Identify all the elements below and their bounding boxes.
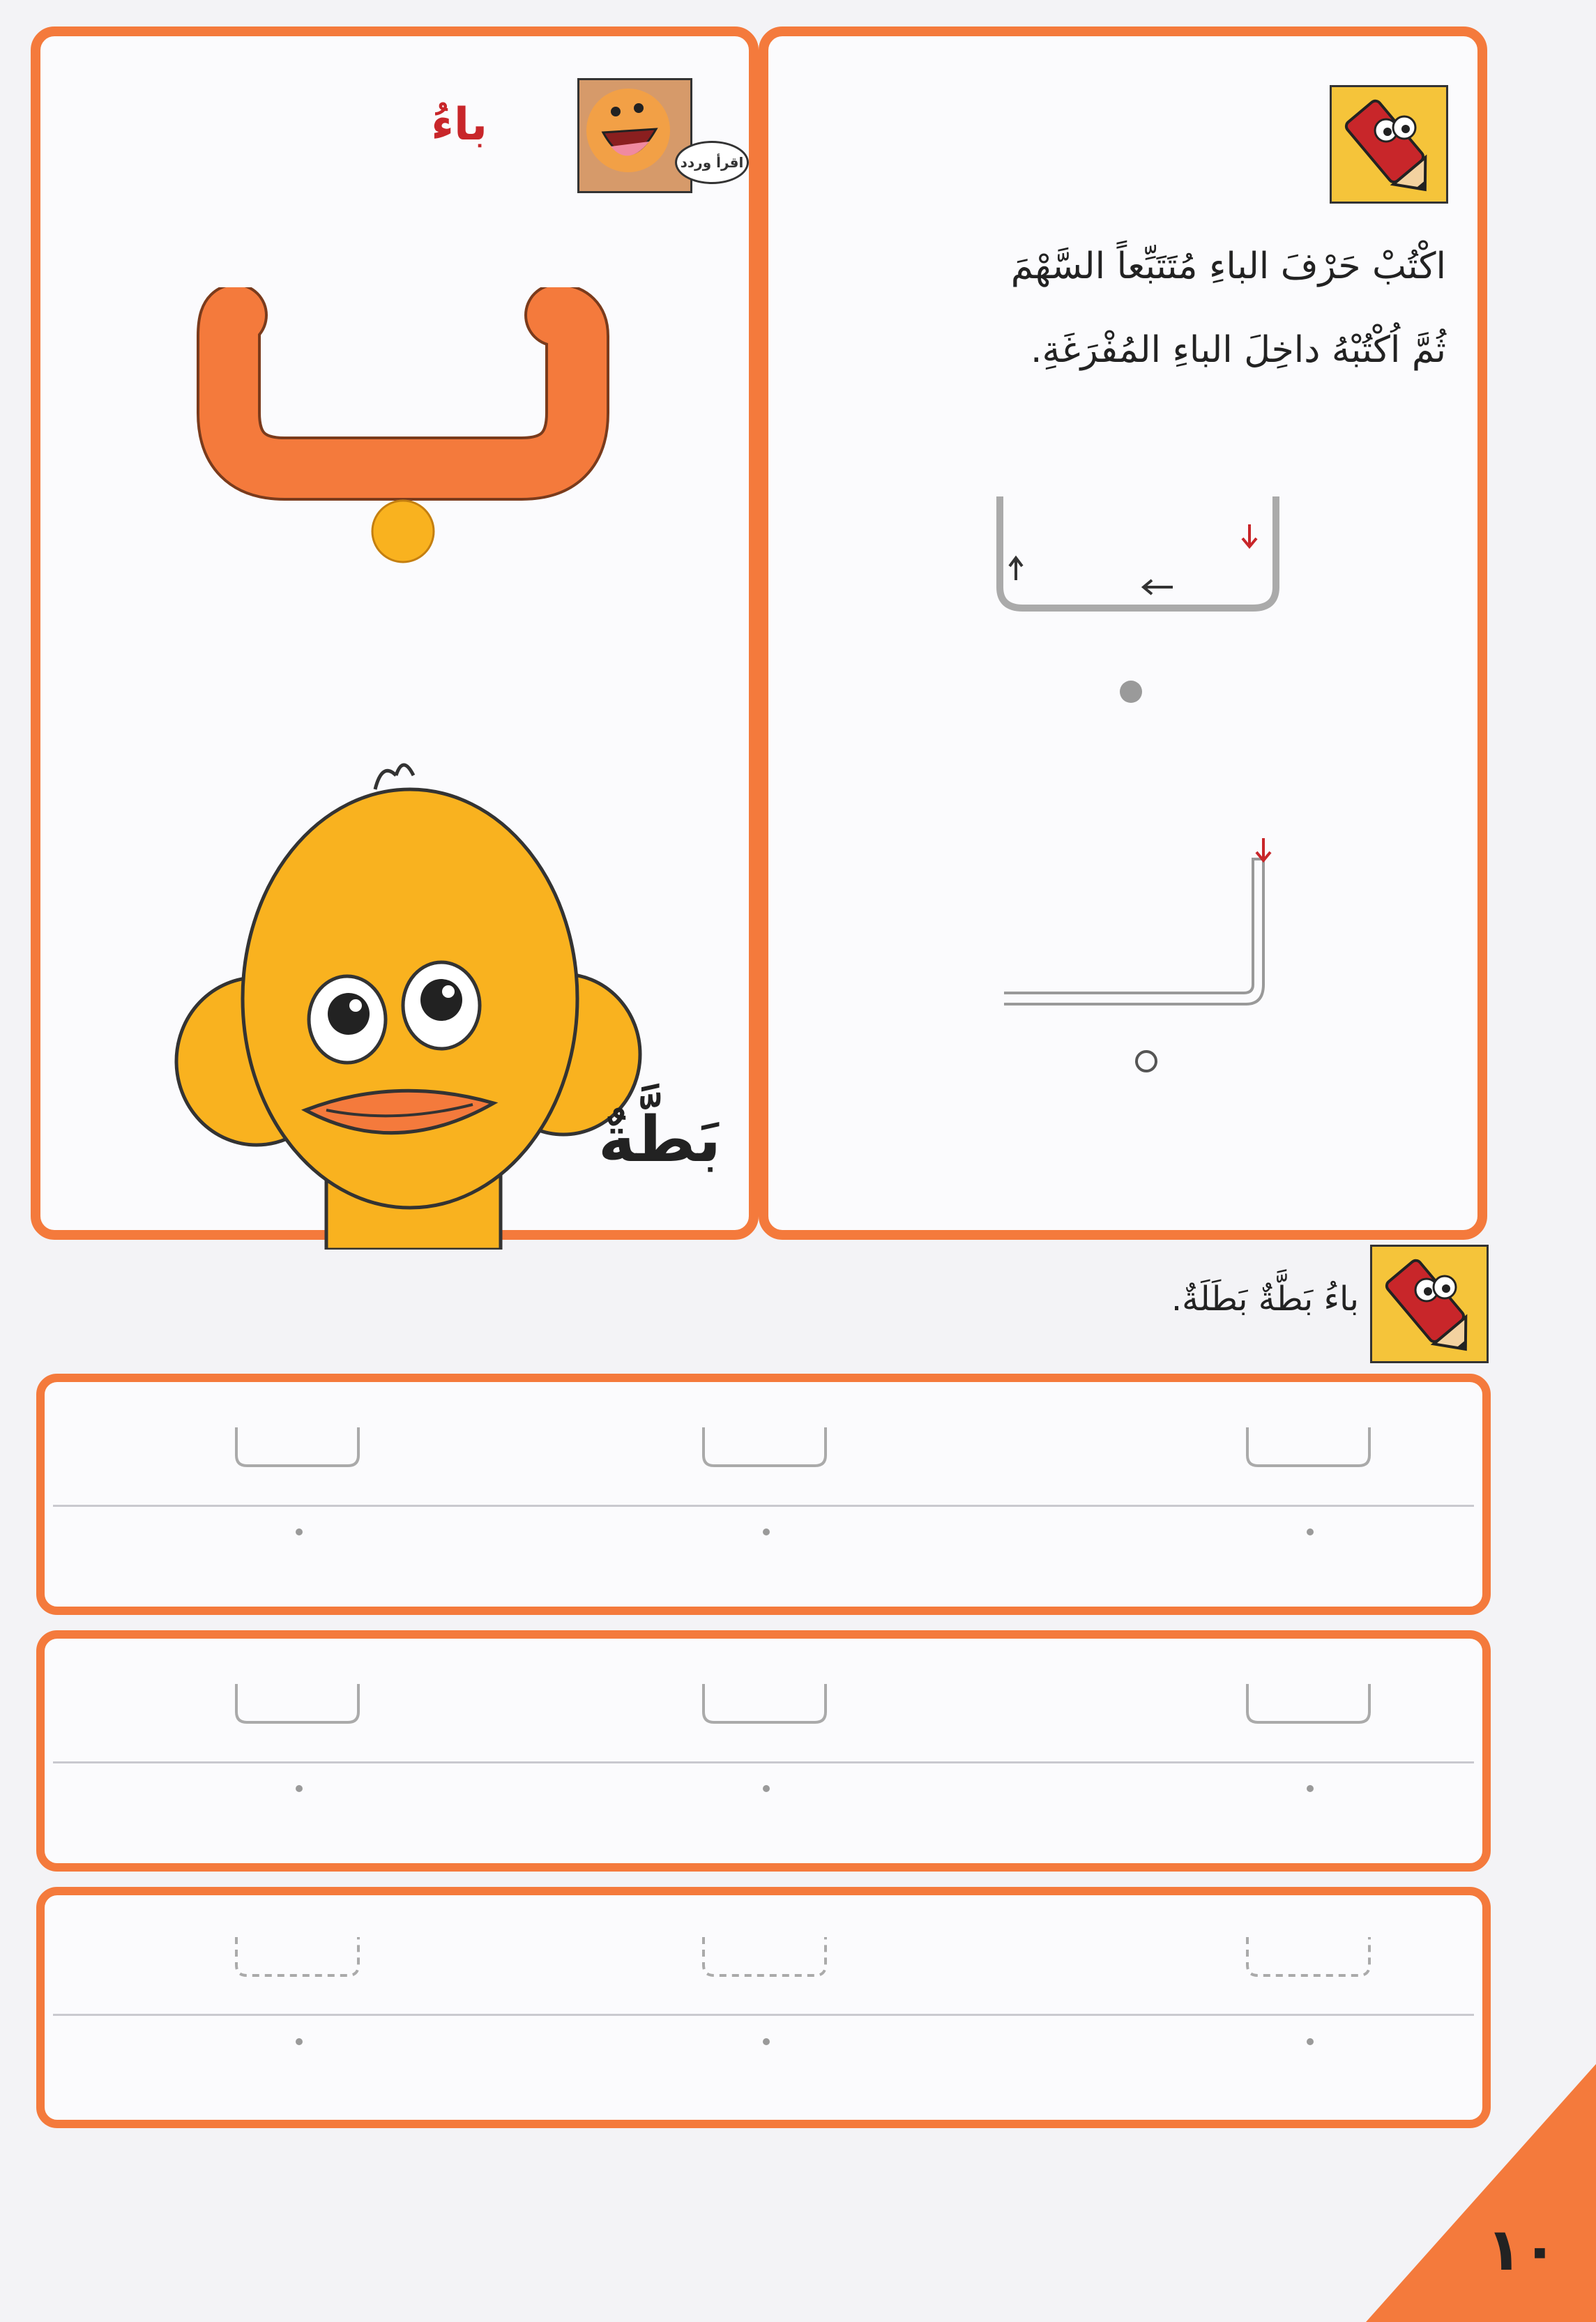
page-corner [1366, 2064, 1596, 2322]
speech-bubble-text: اقرأ وردد [680, 154, 744, 171]
tracing-panel [759, 26, 1487, 1240]
page-number: ١٠ [1486, 2215, 1558, 2284]
practice-row-3 [36, 1887, 1491, 2128]
pencil-character-icon-2 [1370, 1245, 1489, 1363]
duck-illustration [173, 748, 647, 1250]
practice-row-2 [36, 1630, 1491, 1872]
tracing-guide-arrows [985, 483, 1291, 727]
letter-card [31, 26, 759, 1240]
instruction-line-2: ثُمَّ اُكْتُبْهُ داخِلَ الباءِ المُفْرَغَةِ. [1030, 329, 1446, 371]
example-word: بَطَّةٌ [598, 1103, 721, 1176]
tracing-guide-outline [998, 838, 1291, 1103]
letter-name: باءُ [431, 99, 487, 151]
pencil-character-icon [1330, 85, 1448, 204]
big-letter-glyph [194, 287, 612, 580]
speech-bubble [675, 141, 749, 184]
practice-prompt: باءُ بَطَّةٌ بَطَلَةٌ. [1171, 1280, 1359, 1319]
instruction-line-1: اكْتُبْ حَرْفَ الباءِ مُتَتَبِّعاً السَّهْمَ [1010, 245, 1446, 287]
laughing-face-icon [577, 78, 692, 193]
practice-row-1 [36, 1374, 1491, 1615]
